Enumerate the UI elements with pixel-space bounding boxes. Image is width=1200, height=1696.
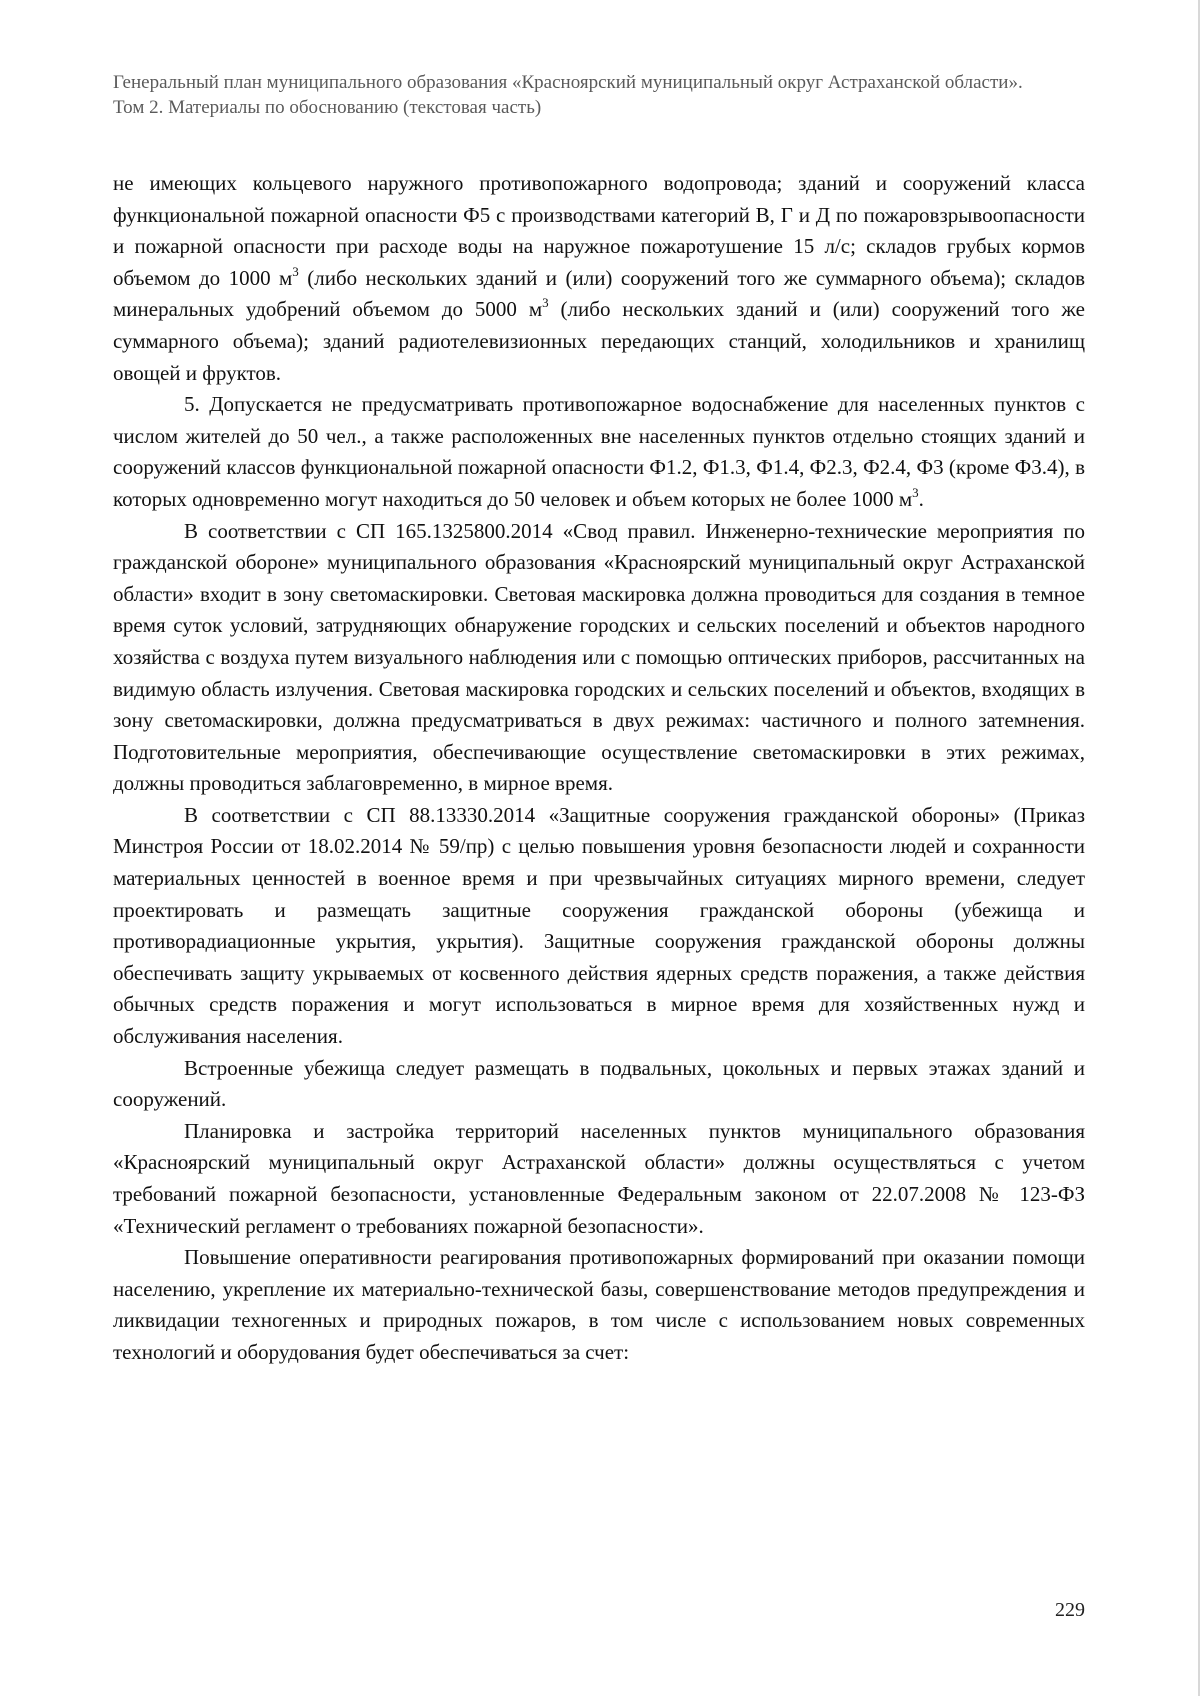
paragraph-text: 5. Допускается не предусматривать противопожарное водоснабжение для населенных пунктов с числом жителей до 50 чел., а также расположенных вне населенных пунктов отдельно стоящих зданий и сооружений классов функциональной пожарной опасности Ф1.2, Ф1.3, Ф1.4, Ф2.3, Ф2.4, Ф3 (кроме Ф3.4), в которых одновременно могут находиться до 50 человек и объем которых не более 1000 м <box>113 392 1085 511</box>
paragraph-built-in-shelters: Встроенные убежища следует размещать в подвальных, цокольных и первых этажах зданий и сооружений. <box>113 1055 1085 1112</box>
paragraph-light-masking: В соответствии с СП 165.1325800.2014 «Свод правил. Инженерно-технические мероприятия по гражданской обороне» муниципального образования «Красноярский муниципальный округ Астраханской области» входит в зону светомаскировки. Световая маскировка должна проводиться для создания в темное время суток условий, затрудняющих обнаружение городских и сельских поселений и объектов народного хозяйства с воздуха путем визуального наблюдения или с помощью оптических приборов, рассчитанных на видимую область излучения. Световая маскировка городских и сельских поселений и объектов, входящих в зону светомаскировки, должна предусматриваться в двух режимах: частичного и полного затемнения. Подготовительные мероприятия, обеспечивающие осуществление светомаскировки в этих режимах, должны проводиться заблаговременно, в мирное время. <box>113 518 1085 796</box>
page-number: 229 <box>1055 1599 1085 1621</box>
paragraph-text: . <box>918 486 924 511</box>
paragraph-item-5 <box>113 389 1085 515</box>
running-header-line-1: Генеральный план муниципального образования «Красноярский муниципальный округ Астраханской области». <box>113 72 1023 93</box>
paragraph-text: (либо нескольких зданий и (или) сооружений того же суммарного объема); складов минеральных удобрений объемом до 5000 м <box>113 265 1085 322</box>
running-header-line-2: Том 2. Материалы по обоснованию (текстовая часть) <box>113 97 542 118</box>
paragraph-text: (либо нескольких зданий и (или) сооружений того же суммарного объема); зданий радиотелевизионных передающих станций, холодильников и хранилищ овощей и фруктов. <box>113 297 1085 385</box>
paragraph-protective-structures: В соответствии с СП 88.13330.2014 «Защитные сооружения гражданской обороны» (Приказ Минстроя России от 18.02.2014 № 59/пр) с целью повышения уровня безопасности людей и сохранности материальных ценностей в военное время и при чрезвычайных ситуациях мирного времени, следует проектировать и размещать защитные сооружения гражданской обороны (убежища и противорадиационные укрытия, укрытия). Защитные сооружения гражданской обороны должны обеспечивать защиту укрываемых от косвенного действия ядерных средств поражения, а также действия обычных средств поражения и могут использоваться в мирное время для хозяйственных нужд и обслуживания населения. <box>113 802 1085 1049</box>
document-body <box>113 168 1085 1369</box>
superscript: 3 <box>292 263 299 279</box>
paragraph-fire-response: Повышение оперативности реагирования противопожарных формирований при оказании помощи населению, укрепление их материально-технической базы, совершенствование методов предупреждения и ликвидации техногенных и природных пожаров, в том числе с использованием новых современных технологий и оборудования будет обеспечиваться за счет: <box>113 1245 1085 1364</box>
running-header <box>113 70 1098 120</box>
superscript: 3 <box>912 484 919 500</box>
superscript: 3 <box>542 295 549 311</box>
paragraph-text: не имеющих кольцевого наружного противопожарного водопровода; зданий и сооружений класса функциональной пожарной опасности Ф5 с производствами категорий В, Г и Д по пожаровзрывоопасности и пожарной опасности при расходе воды на наружное пожаротушение 15 л/с; складов грубых кормов объемом до 1000 м <box>113 171 1085 290</box>
paragraph-fire-safety-planning: Планировка и застройка территорий населенных пунктов муниципального образования «Красноярский муниципальный округ Астраханской области» должны осуществляться с учетом требований пожарной безопасности, установленные Федеральным законом от 22.07.2008 № 123-ФЗ «Технический регламент о требованиях пожарной безопасности». <box>113 1118 1085 1238</box>
paragraph-continuation <box>113 168 1085 389</box>
